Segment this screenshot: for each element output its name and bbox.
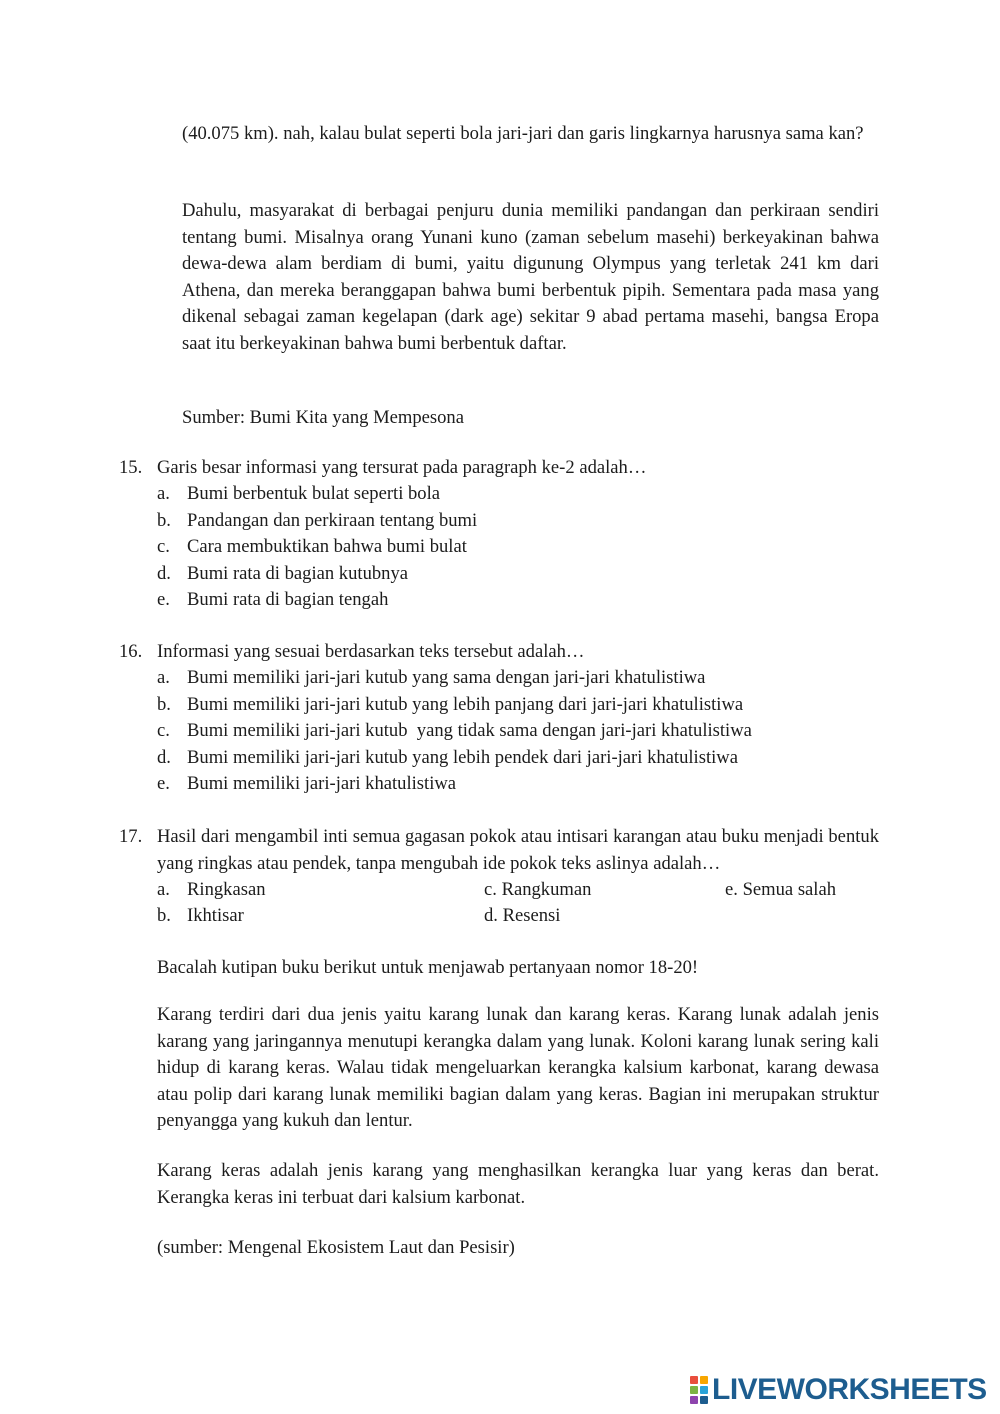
reading-instruction: Bacalah kutipan buku berikut untuk menjawab pertanyaan nomor 18-20! [157, 957, 699, 978]
option-text: Bumi memiliki jari-jari kutub yang tidak sama dengan jari-jari khatulistiwa [187, 720, 752, 741]
question-number: 16. [119, 641, 143, 662]
passage2-paragraph-2: Karang keras adalah jenis karang yang menghasilkan kerangka luar yang keras dan berat. Kerangka keras ini terbuat dari kalsium karbonat. [157, 1160, 879, 1208]
option-text: Semua salah [742, 879, 837, 900]
option-letter: b. [157, 905, 171, 926]
option-text: Bumi memiliki jari-jari kutub yang sama dengan jari-jari khatulistiwa [187, 667, 706, 688]
answer-option[interactable] [157, 481, 440, 508]
option-letter: a. [157, 667, 170, 688]
option-text: Ikhtisar [187, 905, 244, 926]
question-number: 15. [119, 457, 143, 478]
passage-continuation: (40.075 km). nah, kalau bulat seperti bola jari-jari dan garis lingkarnya harusnya sama kan? [182, 123, 864, 144]
answer-option[interactable] [484, 903, 560, 930]
answer-option[interactable] [157, 718, 752, 745]
option-text: Bumi rata di bagian tengah [187, 589, 389, 610]
answer-option[interactable] [157, 903, 244, 930]
logo-text: LIVEWORKSHEETS [712, 1373, 987, 1406]
option-letter: c. [484, 879, 497, 900]
option-letter: a. [157, 483, 170, 504]
option-text: Bumi berbentuk bulat seperti bola [187, 483, 441, 504]
answer-option[interactable] [157, 508, 477, 535]
option-letter: c. [157, 720, 170, 741]
liveworksheets-logo-icon [690, 1376, 708, 1404]
option-letter: d. [157, 747, 171, 768]
option-letter: e. [725, 879, 738, 900]
option-letter: e. [157, 589, 170, 610]
option-letter: b. [157, 510, 171, 531]
liveworksheets-logo [690, 1374, 987, 1406]
answer-option[interactable] [157, 561, 408, 588]
answer-option[interactable] [157, 877, 266, 904]
option-text: Bumi memiliki jari-jari khatulistiwa [187, 773, 457, 794]
answer-option[interactable] [157, 745, 738, 772]
option-text: Rangkuman [501, 879, 592, 900]
option-text: Resensi [502, 905, 561, 926]
option-letter: b. [157, 694, 171, 715]
option-letter: d. [157, 563, 171, 584]
answer-option[interactable] [157, 665, 705, 692]
passage2-source: (sumber: Mengenal Ekosistem Laut dan Pesisir) [157, 1237, 515, 1258]
answer-option[interactable] [157, 534, 467, 561]
passage-paragraph-2: Dahulu, masyarakat di berbagai penjuru dunia memiliki pandangan dan perkiraan sendiri tentang bumi. Misalnya orang Yunani kuno (zaman sebelum masehi) berkeyakinan bahwa dewa-dewa alam berdiam di bumi, yaitu digunung Olympus yang terletak 241 km dari Athena, dan mereka beranggapan bahwa bumi berbentuk pipih. Sementara pada masa yang dikenal sebagai zaman kegelapan (dark age) sekitar 9 abad pertama masehi, bangsa Eropa saat itu berkeyakinan bahwa bumi berbentuk daftar. [182, 200, 879, 354]
answer-option[interactable] [484, 877, 591, 904]
option-letter: d. [484, 905, 498, 926]
question-text: Informasi yang sesuai berdasarkan teks tersebut adalah… [157, 641, 585, 662]
option-letter: e. [157, 773, 170, 794]
option-text: Pandangan dan perkiraan tentang bumi [187, 510, 478, 531]
option-text: Cara membuktikan bahwa bumi bulat [187, 536, 467, 557]
option-letter: c. [157, 536, 170, 557]
answer-option[interactable] [157, 771, 456, 798]
answer-option[interactable] [157, 587, 388, 614]
question-text: Hasil dari mengambil inti semua gagasan pokok atau intisari karangan atau buku menjadi bentuk yang ringkas atau pendek, tanpa mengubah ide pokok teks aslinya adalah… [157, 826, 879, 874]
option-text: Ringkasan [187, 879, 266, 900]
option-letter: a. [157, 879, 170, 900]
option-text: Bumi rata di bagian kutubnya [187, 563, 409, 584]
question-number: 17. [119, 826, 143, 847]
option-text: Bumi memiliki jari-jari kutub yang lebih pendek dari jari-jari khatulistiwa [187, 747, 738, 768]
answer-option[interactable] [725, 877, 836, 904]
answer-option[interactable] [157, 692, 743, 719]
option-text: Bumi memiliki jari-jari kutub yang lebih panjang dari jari-jari khatulistiwa [187, 694, 744, 715]
passage-source: Sumber: Bumi Kita yang Mempesona [182, 407, 464, 428]
passage2-paragraph-1: Karang terdiri dari dua jenis yaitu karang lunak dan karang keras. Karang lunak adalah jenis karang yang jaringannya menutupi kerangka dalam yang lunak. Koloni karang lunak sering kali hidup di karang keras. Walau tidak mengeluarkan kerangka kalsium karbonat, karang dewasa atau polip dari karang lunak memiliki bagian dalam yang keras. Bagian ini merupakan struktur penyangga yang kukuh dan lentur. [157, 1004, 879, 1131]
question-text: Garis besar informasi yang tersurat pada paragraph ke-2 adalah… [157, 457, 647, 478]
